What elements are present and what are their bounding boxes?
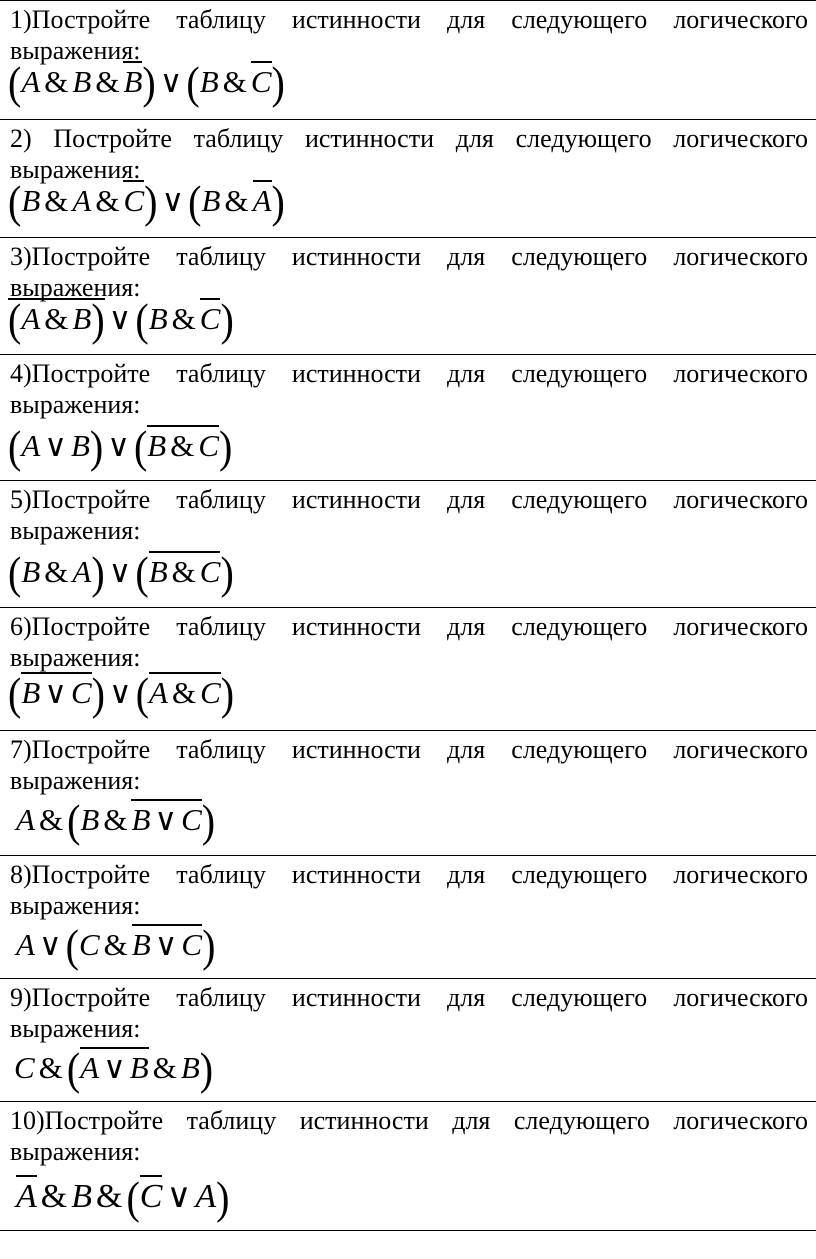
prompt-line-1: 4)Постройте таблицу истинности для следующего логического xyxy=(10,359,808,388)
prompt-line-2: выражения: xyxy=(10,643,141,672)
formula: A & B & (C ∨ A) xyxy=(16,1171,230,1224)
formula: (B & A) ∨ (B & C) xyxy=(8,546,234,599)
prompt-line-2: выражения: xyxy=(10,891,141,920)
task-8 xyxy=(0,855,816,978)
prompt-line-2: выражения: xyxy=(10,36,141,65)
prompt-line-2: выражения: xyxy=(10,766,141,795)
task-prompt xyxy=(10,358,808,420)
task-10 xyxy=(0,1101,816,1231)
task-7 xyxy=(0,730,816,855)
formula: (B & A & C) ∨ (B & A) xyxy=(8,175,285,228)
task-prompt xyxy=(10,982,808,1044)
prompt-line-1: 9)Постройте таблицу истинности для следующего логического xyxy=(10,983,808,1012)
prompt-line-1: 2) Постройте таблицу истинности для следующего логического xyxy=(10,124,808,153)
task-1 xyxy=(0,0,816,119)
formula: (B ∨ C) ∨ (A & C) xyxy=(8,667,235,720)
prompt-line-1: 7)Постройте таблицу истинности для следующего логического xyxy=(10,735,808,764)
formula: (A ∨ B) ∨ (B & C) xyxy=(8,420,233,473)
prompt-line-2: выражения: xyxy=(10,390,141,419)
task-prompt xyxy=(10,484,808,546)
task-9 xyxy=(0,978,816,1101)
formula: (A & B & B) ∨ (B & C) xyxy=(8,56,285,109)
task-prompt xyxy=(10,123,808,185)
prompt-line-2: выражения: xyxy=(10,155,141,184)
prompt-line-1: 8)Постройте таблицу истинности для следующего логического xyxy=(10,860,808,889)
task-3 xyxy=(0,237,816,354)
task-prompt xyxy=(10,611,808,673)
prompt-line-1: 6)Постройте таблицу истинности для следующего логического xyxy=(10,612,808,641)
formula: A & (B & B ∨ C) xyxy=(16,794,216,847)
prompt-line-1: 3)Постройте таблицу истинности для следующего логического xyxy=(10,242,808,271)
prompt-line-2: выражения: xyxy=(10,273,141,302)
prompt-line-2: выражения: xyxy=(10,1137,141,1166)
prompt-line-1: 1)Постройте таблицу истинности для следующего логического xyxy=(10,5,808,34)
prompt-line-2: выражения: xyxy=(10,1014,141,1043)
task-6 xyxy=(0,607,816,730)
formula: C & (A ∨ B & B) xyxy=(14,1042,214,1095)
task-prompt xyxy=(10,241,808,303)
task-prompt xyxy=(10,1105,808,1167)
task-prompt xyxy=(10,859,808,921)
task-5 xyxy=(0,480,816,607)
task-4 xyxy=(0,354,816,480)
task-prompt xyxy=(10,734,808,796)
prompt-line-1: 5)Постройте таблицу истинности для следующего логического xyxy=(10,485,808,514)
formula: A ∨ (C & B ∨ C) xyxy=(16,919,216,972)
formula: (A & B) ∨ (B & C) xyxy=(8,293,234,346)
prompt-line-1: 10)Постройте таблицу истинности для следующего логического xyxy=(10,1106,808,1135)
prompt-line-2: выражения: xyxy=(10,516,141,545)
task-2 xyxy=(0,119,816,237)
task-prompt xyxy=(10,4,808,66)
